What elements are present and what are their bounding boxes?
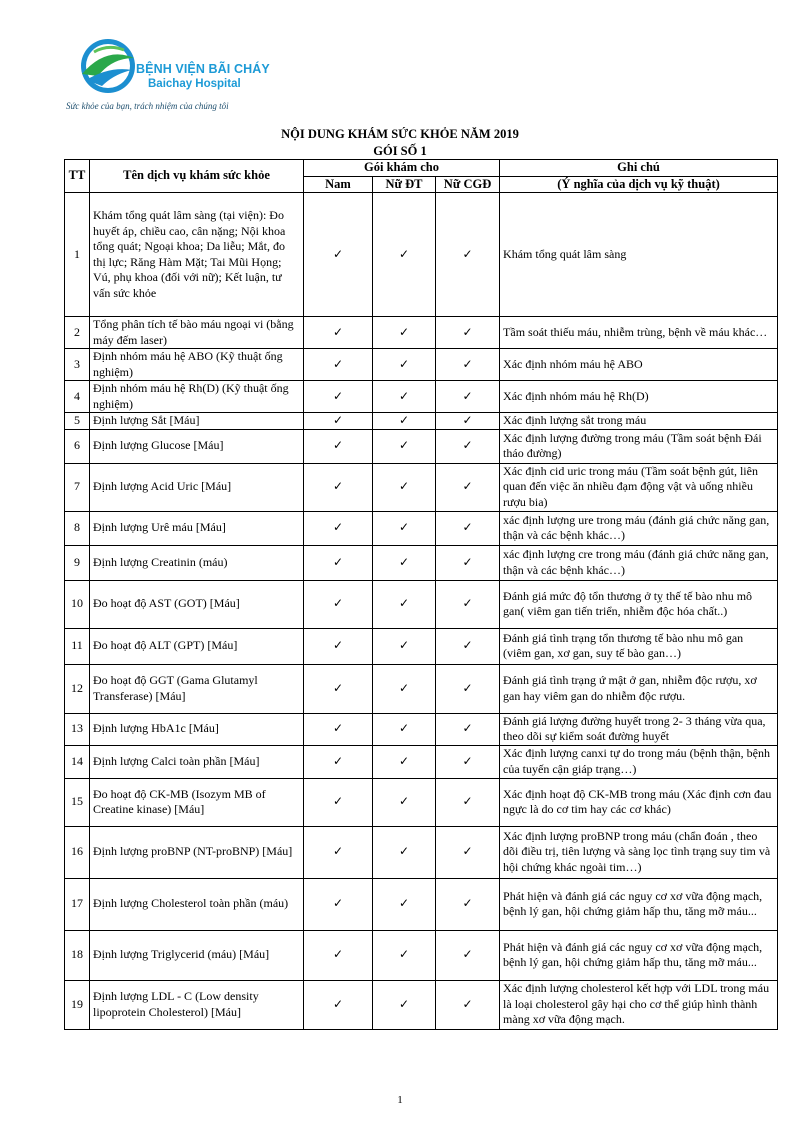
table-row xyxy=(65,545,778,580)
check-nu-dt: ✓ xyxy=(373,463,436,511)
row-number: 13 xyxy=(65,713,90,745)
check-nu-cgd: ✓ xyxy=(436,826,500,878)
service-name: Đo hoạt độ ALT (GPT) [Máu] xyxy=(90,628,304,664)
table-row xyxy=(65,349,778,381)
check-nam: ✓ xyxy=(304,664,373,713)
row-number: 8 xyxy=(65,511,90,545)
row-number: 18 xyxy=(65,930,90,980)
check-nu-dt: ✓ xyxy=(373,713,436,745)
service-note: Phát hiện và đánh giá các nguy cơ xơ vữa động mạch, bệnh lý gan, hội chứng giảm hấp thu, tăng mỡ máu... xyxy=(500,930,778,980)
row-number: 7 xyxy=(65,463,90,511)
service-note: Xác định hoạt độ CK-MB trong máu (Xác định cơn đau ngực là do cơ tim hay các cơ khác) xyxy=(500,778,778,826)
table-row xyxy=(65,381,778,413)
service-name: Định lượng Urê máu [Máu] xyxy=(90,511,304,545)
check-nam: ✓ xyxy=(304,980,373,1029)
row-number: 3 xyxy=(65,349,90,381)
check-nu-dt: ✓ xyxy=(373,317,436,349)
service-note: Đánh giá lượng đường huyết trong 2- 3 tháng vừa qua, theo dõi sự kiểm soát đường huyết xyxy=(500,713,778,745)
check-nam: ✓ xyxy=(304,745,373,778)
service-note: xác định lượng ure trong máu (đánh giá chức năng gan, thận và các bệnh khác…) xyxy=(500,511,778,545)
row-number: 15 xyxy=(65,778,90,826)
check-nu-cgd: ✓ xyxy=(436,628,500,664)
check-nam: ✓ xyxy=(304,713,373,745)
check-nam: ✓ xyxy=(304,381,373,413)
service-name: Tổng phân tích tế bào máu ngoại vi (bằng máy đếm laser) xyxy=(90,317,304,349)
header-note: Ghi chú xyxy=(500,160,778,177)
table-row xyxy=(65,878,778,930)
hospital-name: BỆNH VIỆN BÃI CHÁY xyxy=(136,62,270,76)
table-row xyxy=(65,664,778,713)
row-number: 1 xyxy=(65,193,90,317)
service-name: Định lượng Glucose [Máu] xyxy=(90,429,304,463)
check-nam: ✓ xyxy=(304,511,373,545)
service-note: Tầm soát thiếu máu, nhiễm trùng, bệnh về máu khác… xyxy=(500,317,778,349)
check-nu-cgd: ✓ xyxy=(436,511,500,545)
check-nu-dt: ✓ xyxy=(373,664,436,713)
check-nu-cgd: ✓ xyxy=(436,580,500,628)
service-note: Xác định lượng sắt trong máu xyxy=(500,413,778,430)
table-row xyxy=(65,930,778,980)
table-row xyxy=(65,628,778,664)
check-nu-dt: ✓ xyxy=(373,193,436,317)
check-nu-dt: ✓ xyxy=(373,511,436,545)
table-row xyxy=(65,317,778,349)
check-nam: ✓ xyxy=(304,628,373,664)
header-service: Tên dịch vụ khám sức khỏe xyxy=(90,160,304,193)
check-nu-dt: ✓ xyxy=(373,429,436,463)
header-nu-cgd: Nữ CGĐ xyxy=(436,176,500,193)
header-note-meaning: (Ý nghĩa của dịch vụ kỹ thuật) xyxy=(500,176,778,193)
check-nam: ✓ xyxy=(304,878,373,930)
table-row xyxy=(65,745,778,778)
service-table xyxy=(64,159,778,1030)
service-name: Định lượng Calci toàn phần [Máu] xyxy=(90,745,304,778)
table-row xyxy=(65,463,778,511)
header-tt: TT xyxy=(65,160,90,193)
check-nu-dt: ✓ xyxy=(373,628,436,664)
service-note: xác định lượng cre trong máu (đánh giá chức năng gan, thận và các bệnh khác…) xyxy=(500,545,778,580)
page-number: 1 xyxy=(397,1094,403,1106)
service-note: Xác định lượng đường trong máu (Tầm soát bệnh Đái tháo đường) xyxy=(500,429,778,463)
check-nu-cgd: ✓ xyxy=(436,381,500,413)
hospital-english-name: Baichay Hospital xyxy=(148,78,241,90)
service-note: Đánh giá tình trạng tổn thương tế bào nhu mô gan (viêm gan, xơ gan, suy tế bào gan…) xyxy=(500,628,778,664)
table-row xyxy=(65,778,778,826)
table-row xyxy=(65,713,778,745)
check-nu-dt: ✓ xyxy=(373,878,436,930)
table-row xyxy=(65,826,778,878)
service-note: Xác định lượng proBNP trong máu (chẩn đoán , theo dõi điều trị, tiên lượng và sàng lọc tình trạng suy tim và hội chứng khác ngoài tim…) xyxy=(500,826,778,878)
check-nam: ✓ xyxy=(304,545,373,580)
service-name: Đo hoạt độ GGT (Gama Glutamyl Transferase) [Máu] xyxy=(90,664,304,713)
check-nu-dt: ✓ xyxy=(373,413,436,430)
row-number: 11 xyxy=(65,628,90,664)
check-nam: ✓ xyxy=(304,580,373,628)
check-nu-dt: ✓ xyxy=(373,778,436,826)
service-name: Định lượng proBNP (NT-proBNP) [Máu] xyxy=(90,826,304,878)
check-nu-cgd: ✓ xyxy=(436,778,500,826)
check-nam: ✓ xyxy=(304,463,373,511)
row-number: 4 xyxy=(65,381,90,413)
service-name: Định nhóm máu hệ Rh(D) (Kỹ thuật ống nghiệm) xyxy=(90,381,304,413)
row-number: 10 xyxy=(65,580,90,628)
check-nu-cgd: ✓ xyxy=(436,193,500,317)
service-name: Định lượng LDL - C (Low density lipoprotein Cholesterol) [Máu] xyxy=(90,980,304,1029)
check-nam: ✓ xyxy=(304,429,373,463)
check-nu-cgd: ✓ xyxy=(436,545,500,580)
check-nu-cgd: ✓ xyxy=(436,745,500,778)
service-name: Đo hoạt độ AST (GOT) [Máu] xyxy=(90,580,304,628)
check-nu-dt: ✓ xyxy=(373,545,436,580)
header-nu-dt: Nữ ĐT xyxy=(373,176,436,193)
check-nu-dt: ✓ xyxy=(373,580,436,628)
check-nam: ✓ xyxy=(304,413,373,430)
service-name: Đo hoạt độ CK-MB (Isozym MB of Creatine kinase) [Máu] xyxy=(90,778,304,826)
check-nu-dt: ✓ xyxy=(373,980,436,1029)
service-note: Xác định cid uric trong máu (Tầm soát bệnh gút, liên quan đến việc ăn nhiều đạm động vật và uống nhiều rượu bia) xyxy=(500,463,778,511)
header-nam: Nam xyxy=(304,176,373,193)
check-nu-dt: ✓ xyxy=(373,349,436,381)
row-number: 5 xyxy=(65,413,90,430)
service-note: Xác định nhóm máu hệ ABO xyxy=(500,349,778,381)
row-number: 6 xyxy=(65,429,90,463)
document-subtitle: GÓI SỐ 1 xyxy=(373,144,427,158)
check-nam: ✓ xyxy=(304,349,373,381)
row-number: 9 xyxy=(65,545,90,580)
service-note: Đánh giá tình trạng ứ mật ở gan, nhiễm độc rượu, xơ gan hay viêm gan do nhiễm độc rượu. xyxy=(500,664,778,713)
check-nam: ✓ xyxy=(304,826,373,878)
header-package: Gói khám cho xyxy=(304,160,500,177)
check-nam: ✓ xyxy=(304,778,373,826)
check-nam: ✓ xyxy=(304,930,373,980)
check-nu-dt: ✓ xyxy=(373,381,436,413)
row-number: 12 xyxy=(65,664,90,713)
table-row xyxy=(65,980,778,1029)
service-note: Xác định lượng cholesterol kết hợp với LDL trong máu là loại cholesterol gây hại cho cơ thể giúp hình thành màng xơ vữa động mạch. xyxy=(500,980,778,1029)
check-nam: ✓ xyxy=(304,317,373,349)
row-number: 16 xyxy=(65,826,90,878)
service-name: Định lượng Sắt [Máu] xyxy=(90,413,304,430)
check-nu-dt: ✓ xyxy=(373,745,436,778)
check-nu-cgd: ✓ xyxy=(436,349,500,381)
table-row xyxy=(65,580,778,628)
row-number: 17 xyxy=(65,878,90,930)
row-number: 2 xyxy=(65,317,90,349)
check-nu-cgd: ✓ xyxy=(436,463,500,511)
service-name: Định lượng Cholesterol toàn phần (máu) xyxy=(90,878,304,930)
service-name: Định lượng Triglycerid (máu) [Máu] xyxy=(90,930,304,980)
check-nu-cgd: ✓ xyxy=(436,429,500,463)
service-name: Định lượng Creatinin (máu) xyxy=(90,545,304,580)
service-name: Định nhóm máu hệ ABO (Kỹ thuật ống nghiệm) xyxy=(90,349,304,381)
service-note: Đánh giá mức độ tổn thương ở tỵ thế tế bào nhu mô gan( viêm gan tiến triển, nhiễm độc hóa chất..) xyxy=(500,580,778,628)
hospital-slogan: Sức khỏe của bạn, trách nhiệm của chúng tôi xyxy=(66,101,229,111)
check-nam: ✓ xyxy=(304,193,373,317)
check-nu-cgd: ✓ xyxy=(436,664,500,713)
check-nu-dt: ✓ xyxy=(373,826,436,878)
row-number: 14 xyxy=(65,745,90,778)
document-title: NỘI DUNG KHÁM SỨC KHỎE NĂM 2019 xyxy=(281,127,519,141)
service-name: Khám tổng quát lâm sàng (tại viện): Đo huyết áp, chiều cao, cân nặng; Nội khoa tổng quát; Ngoại khoa; Da liễu; Mắt, đo thị lực; Răng Hàm Mặt; Tai Mũi Họng; Vú, phụ khoa (đối với nữ); Kết luận, tư vấn sức khỏe xyxy=(90,193,304,317)
row-number: 19 xyxy=(65,980,90,1029)
check-nu-cgd: ✓ xyxy=(436,878,500,930)
service-note: Khám tổng quát lâm sàng xyxy=(500,193,778,317)
service-note: Phát hiện và đánh giá các nguy cơ xơ vữa động mạch, bệnh lý gan, hội chứng giảm hấp thu, tăng mỡ máu... xyxy=(500,878,778,930)
service-note: Xác định nhóm máu hệ Rh(D) xyxy=(500,381,778,413)
service-note: Xác định lượng canxi tự do trong máu (bệnh thận, bệnh của tuyến cận giáp trạng…) xyxy=(500,745,778,778)
check-nu-cgd: ✓ xyxy=(436,980,500,1029)
table-row xyxy=(65,193,778,317)
service-name: Định lượng Acid Uric [Máu] xyxy=(90,463,304,511)
table-row xyxy=(65,511,778,545)
table-row xyxy=(65,429,778,463)
check-nu-dt: ✓ xyxy=(373,930,436,980)
check-nu-cgd: ✓ xyxy=(436,930,500,980)
check-nu-cgd: ✓ xyxy=(436,413,500,430)
check-nu-cgd: ✓ xyxy=(436,317,500,349)
service-name: Định lượng HbA1c [Máu] xyxy=(90,713,304,745)
check-nu-cgd: ✓ xyxy=(436,713,500,745)
table-row xyxy=(65,413,778,430)
